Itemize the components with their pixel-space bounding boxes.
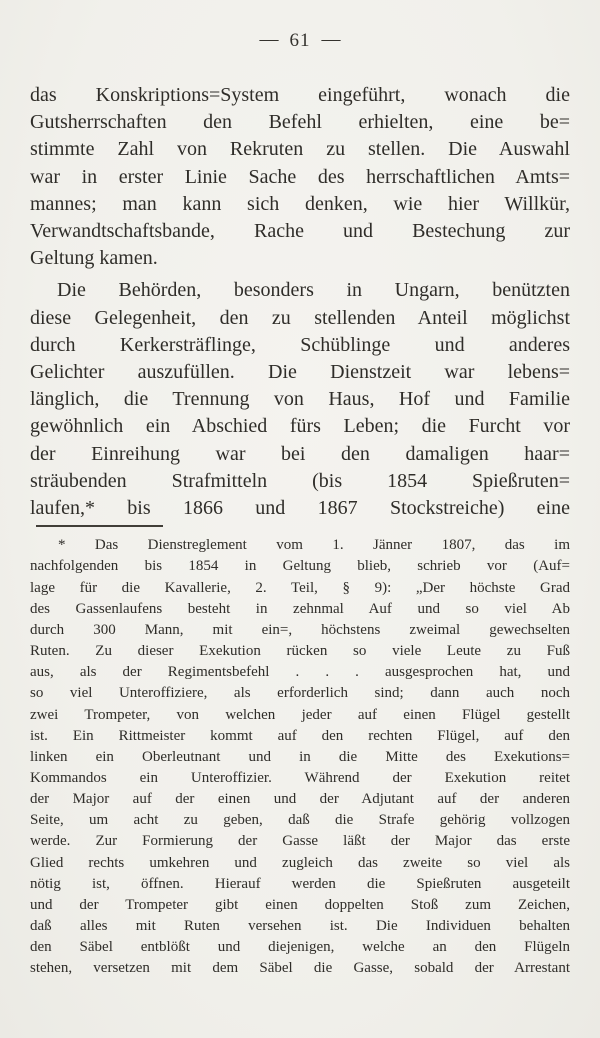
text-line: Verwandtschaftsbande, Rache und Bestechung zur	[30, 220, 570, 243]
text-line: der Major auf der einen und der Adjutant auf der anderen	[30, 791, 570, 808]
text-line: * Das Dienstreglement vom 1. Jänner 1807, das im	[58, 537, 570, 554]
text-line: länglich, die Trennung von Haus, Hof und Familie	[30, 388, 570, 411]
text-line: gewöhnlich ein Abschied fürs Leben; die Furcht vor	[30, 415, 570, 438]
text-line: laufen,* bis 1866 und 1867 Stockstreiche) eine	[30, 497, 570, 520]
text-line: Kommandos ein Unteroffizier. Während der Exekution reitet	[30, 769, 570, 786]
text-line: zwei Trompeter, von welchen jeder auf einen Flügel gestellt	[30, 706, 570, 723]
text-line: und der Trompeter gibt einen doppelten Stoß zum Zeichen,	[30, 896, 570, 913]
text-line: den Säbel entblößt und diejenigen, welche an den Flügeln	[30, 939, 570, 956]
text-line: nachfolgenden bis 1854 in Geltung blieb, schrieb vor (Auf=	[30, 558, 570, 575]
page-number-header	[0, 0, 600, 52]
text-line: der Einreihung war bei den damaligen haar=	[30, 442, 570, 465]
text-line: Glied rechts umkehren und zugleich das zweite so viel als	[30, 854, 570, 871]
text-line: stehen, versetzen mit dem Säbel die Gasse, sobald der Arrestant	[30, 960, 570, 977]
text-line: Seite, um acht zu geben, daß die Strafe gehörig vollzogen	[30, 812, 570, 829]
header-dash-left: —	[259, 29, 279, 50]
text-line: lage für die Kavallerie, 2. Teil, § 9): „Der höchste Grad	[30, 579, 570, 596]
text-line: durch 300 Mann, mit ein=, höchstens zweimal gewechselten	[30, 621, 570, 638]
paragraph-2	[30, 277, 570, 522]
page-number: 61	[289, 30, 311, 51]
text-line: Ruten. Zu dieser Exekution rücken so viele Leute zu Fuß	[30, 643, 570, 660]
text-line: des Gassenlaufens besteht in zehnmal Auf und so viel Ab	[30, 600, 570, 617]
text-line: aus, als der Regimentsbefehl . . . ausgesprochen hat, und	[30, 664, 570, 681]
footnote-text	[30, 535, 570, 979]
text-line: ist. Ein Rittmeister kommt auf den rechten Flügel, auf den	[30, 727, 570, 744]
text-line: diese Gelegenheit, den zu stellenden Anteil möglichst	[30, 306, 570, 329]
text-line: so viel Unteroffiziere, als erforderlich sind; dann auch noch	[30, 685, 570, 702]
text-line: das Konskriptions=System eingeführt, wonach die	[30, 84, 570, 106]
footnote-separator	[36, 525, 163, 527]
text-line: werde. Zur Formierung der Gasse läßt der Major das erste	[30, 833, 570, 850]
paragraph-1	[30, 82, 570, 272]
main-text	[30, 82, 570, 522]
text-line: durch Kerkersträflinge, Schüblinge und anderes	[30, 333, 570, 356]
text-line: nötig ist, öffnen. Hierauf werden die Spießruten ausgeteilt	[30, 875, 570, 892]
text-line: daß alles mit Ruten versehen ist. Die Individuen behalten	[30, 918, 570, 935]
text-line: Gutsherrschaften den Befehl erhielten, eine be=	[30, 111, 570, 134]
text-line: Die Behörden, besonders in Ungarn, benützten	[57, 279, 570, 302]
text-line: war in erster Linie Sache des herrschaftlichen Amts=	[30, 165, 570, 188]
text-line: mannes; man kann sich denken, wie hier Willkür,	[30, 192, 570, 215]
text-line: Geltung kamen.	[30, 247, 158, 270]
text-line: sträubenden Strafmitteln (bis 1854 Spießruten=	[30, 469, 570, 492]
text-line: linken ein Oberleutnant und in die Mitte des Exekutions=	[30, 748, 570, 765]
text-line: Gelichter auszufüllen. Die Dienstzeit war lebens=	[30, 361, 570, 384]
header-dash-right: —	[321, 29, 341, 50]
text-line: stimmte Zahl von Rekruten zu stellen. Die Auswahl	[30, 138, 570, 161]
